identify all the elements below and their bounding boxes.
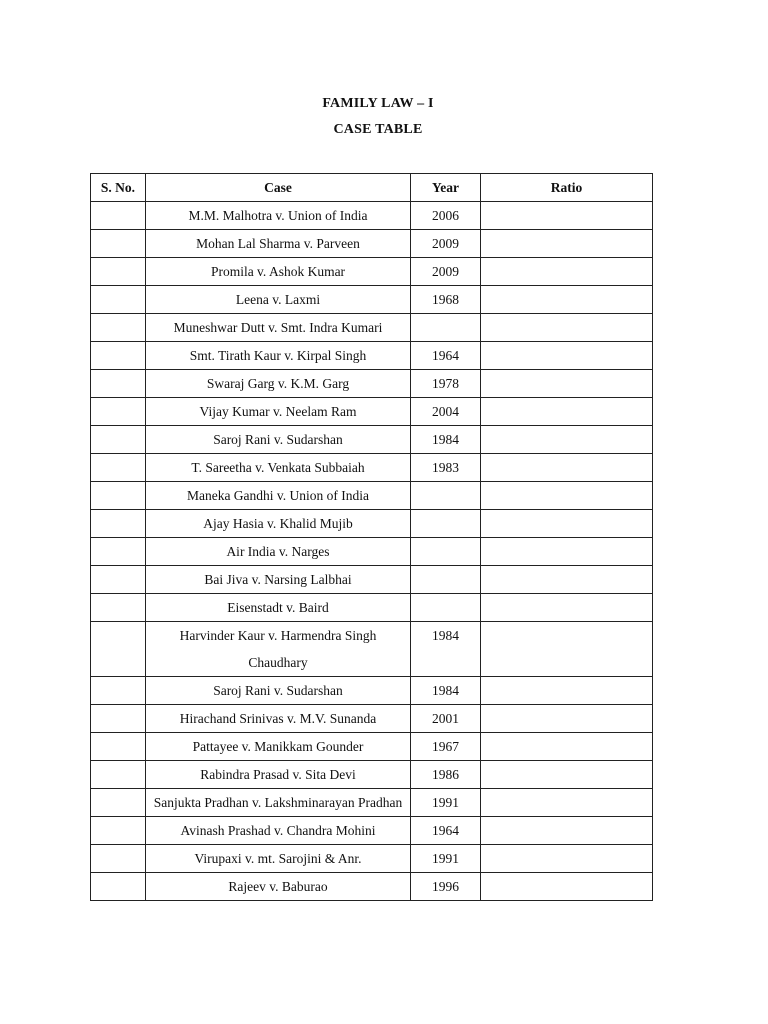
document-subtitle: CASE TABLE (333, 122, 423, 137)
header-sno: S. No. (91, 174, 146, 202)
table-row (91, 705, 653, 733)
cell-year: 1964 (411, 817, 481, 845)
cell-year: 1984 (411, 622, 481, 677)
cell-ratio (481, 622, 653, 677)
cell-case: Air India v. Narges (146, 538, 411, 566)
cell-case: Hirachand Srinivas v. M.V. Sunanda (146, 705, 411, 733)
document-title: FAMILY LAW – I (322, 96, 434, 111)
cell-year: 1984 (411, 426, 481, 454)
table-row (91, 733, 653, 761)
table-row (91, 230, 653, 258)
header-ratio: Ratio (481, 174, 653, 202)
header-row (91, 174, 653, 202)
cell-ratio (481, 314, 653, 342)
cell-case: Sanjukta Pradhan v. Lakshminarayan Pradhan (146, 789, 411, 817)
cell-sno (91, 566, 146, 594)
document-header (0, 91, 756, 143)
table-row (91, 314, 653, 342)
cell-year (411, 566, 481, 594)
cell-case: Rabindra Prasad v. Sita Devi (146, 761, 411, 789)
cell-ratio (481, 817, 653, 845)
cell-year (411, 482, 481, 510)
cell-ratio (481, 342, 653, 370)
cell-case: Virupaxi v. mt. Sarojini & Anr. (146, 845, 411, 873)
cell-sno (91, 817, 146, 845)
header-case: Case (146, 174, 411, 202)
cell-sno (91, 845, 146, 873)
cell-year: 2009 (411, 230, 481, 258)
cell-year: 2001 (411, 705, 481, 733)
table-row (91, 286, 653, 314)
table-row (91, 566, 653, 594)
cell-case: Swaraj Garg v. K.M. Garg (146, 370, 411, 398)
table-row (91, 845, 653, 873)
cell-case: Eisenstadt v. Baird (146, 594, 411, 622)
cell-sno (91, 622, 146, 677)
table-row (91, 789, 653, 817)
table-row (91, 538, 653, 566)
table-row (91, 370, 653, 398)
table-row (91, 426, 653, 454)
cell-case: Saroj Rani v. Sudarshan (146, 426, 411, 454)
cell-ratio (481, 258, 653, 286)
cell-year: 1978 (411, 370, 481, 398)
cell-year: 1986 (411, 761, 481, 789)
table-row (91, 258, 653, 286)
cell-sno (91, 677, 146, 705)
cell-sno (91, 398, 146, 426)
cell-sno (91, 733, 146, 761)
cell-sno (91, 202, 146, 230)
cell-sno (91, 789, 146, 817)
cell-year: 1991 (411, 845, 481, 873)
cell-case: Vijay Kumar v. Neelam Ram (146, 398, 411, 426)
cell-ratio (481, 845, 653, 873)
cell-year (411, 314, 481, 342)
cell-year: 2004 (411, 398, 481, 426)
cell-case: Avinash Prashad v. Chandra Mohini (146, 817, 411, 845)
table-row (91, 622, 653, 677)
cell-ratio (481, 873, 653, 901)
cell-ratio (481, 482, 653, 510)
cell-year: 1984 (411, 677, 481, 705)
table-row (91, 342, 653, 370)
cell-ratio (481, 705, 653, 733)
cell-sno (91, 482, 146, 510)
cell-sno (91, 258, 146, 286)
cell-case: Promila v. Ashok Kumar (146, 258, 411, 286)
cell-case: Pattayee v. Manikkam Gounder (146, 733, 411, 761)
table-row (91, 482, 653, 510)
case-table-body (91, 202, 653, 901)
cell-case: Saroj Rani v. Sudarshan (146, 677, 411, 705)
cell-case: Leena v. Laxmi (146, 286, 411, 314)
cell-ratio (481, 677, 653, 705)
header-year: Year (411, 174, 481, 202)
table-row (91, 510, 653, 538)
cell-ratio (481, 202, 653, 230)
cell-ratio (481, 286, 653, 314)
cell-ratio (481, 510, 653, 538)
table-row (91, 817, 653, 845)
cell-sno (91, 230, 146, 258)
cell-sno (91, 370, 146, 398)
cell-year: 1996 (411, 873, 481, 901)
cell-year (411, 538, 481, 566)
cell-sno (91, 705, 146, 733)
cell-case: Muneshwar Dutt v. Smt. Indra Kumari (146, 314, 411, 342)
cell-sno (91, 454, 146, 482)
cell-sno (91, 594, 146, 622)
table-row (91, 761, 653, 789)
cell-year: 1968 (411, 286, 481, 314)
cell-sno (91, 286, 146, 314)
cell-case: Smt. Tirath Kaur v. Kirpal Singh (146, 342, 411, 370)
cell-sno (91, 538, 146, 566)
cell-ratio (481, 398, 653, 426)
table-row (91, 398, 653, 426)
cell-sno (91, 873, 146, 901)
cell-ratio (481, 594, 653, 622)
table-row (91, 202, 653, 230)
cell-case: Harvinder Kaur v. Harmendra Singh Chaudhary (146, 622, 411, 677)
cell-year: 1983 (411, 454, 481, 482)
cell-ratio (481, 733, 653, 761)
cell-case: Mohan Lal Sharma v. Parveen (146, 230, 411, 258)
cell-sno (91, 761, 146, 789)
cell-ratio (481, 789, 653, 817)
cell-year: 2009 (411, 258, 481, 286)
cell-case: Maneka Gandhi v. Union of India (146, 482, 411, 510)
cell-case: T. Sareetha v. Venkata Subbaiah (146, 454, 411, 482)
table-row (91, 454, 653, 482)
cell-year (411, 510, 481, 538)
cell-sno (91, 510, 146, 538)
table-row (91, 873, 653, 901)
cell-year: 1964 (411, 342, 481, 370)
table-row (91, 594, 653, 622)
case-table (90, 173, 653, 901)
cell-case: M.M. Malhotra v. Union of India (146, 202, 411, 230)
cell-ratio (481, 426, 653, 454)
cell-sno (91, 342, 146, 370)
table-row (91, 677, 653, 705)
case-table-header (91, 174, 653, 202)
cell-year: 1991 (411, 789, 481, 817)
cell-ratio (481, 538, 653, 566)
cell-sno (91, 314, 146, 342)
cell-year: 2006 (411, 202, 481, 230)
cell-case: Bai Jiva v. Narsing Lalbhai (146, 566, 411, 594)
cell-case: Rajeev v. Baburao (146, 873, 411, 901)
cell-ratio (481, 370, 653, 398)
cell-ratio (481, 761, 653, 789)
cell-year (411, 594, 481, 622)
cell-ratio (481, 566, 653, 594)
cell-case: Ajay Hasia v. Khalid Mujib (146, 510, 411, 538)
cell-ratio (481, 230, 653, 258)
cell-sno (91, 426, 146, 454)
cell-ratio (481, 454, 653, 482)
cell-year: 1967 (411, 733, 481, 761)
